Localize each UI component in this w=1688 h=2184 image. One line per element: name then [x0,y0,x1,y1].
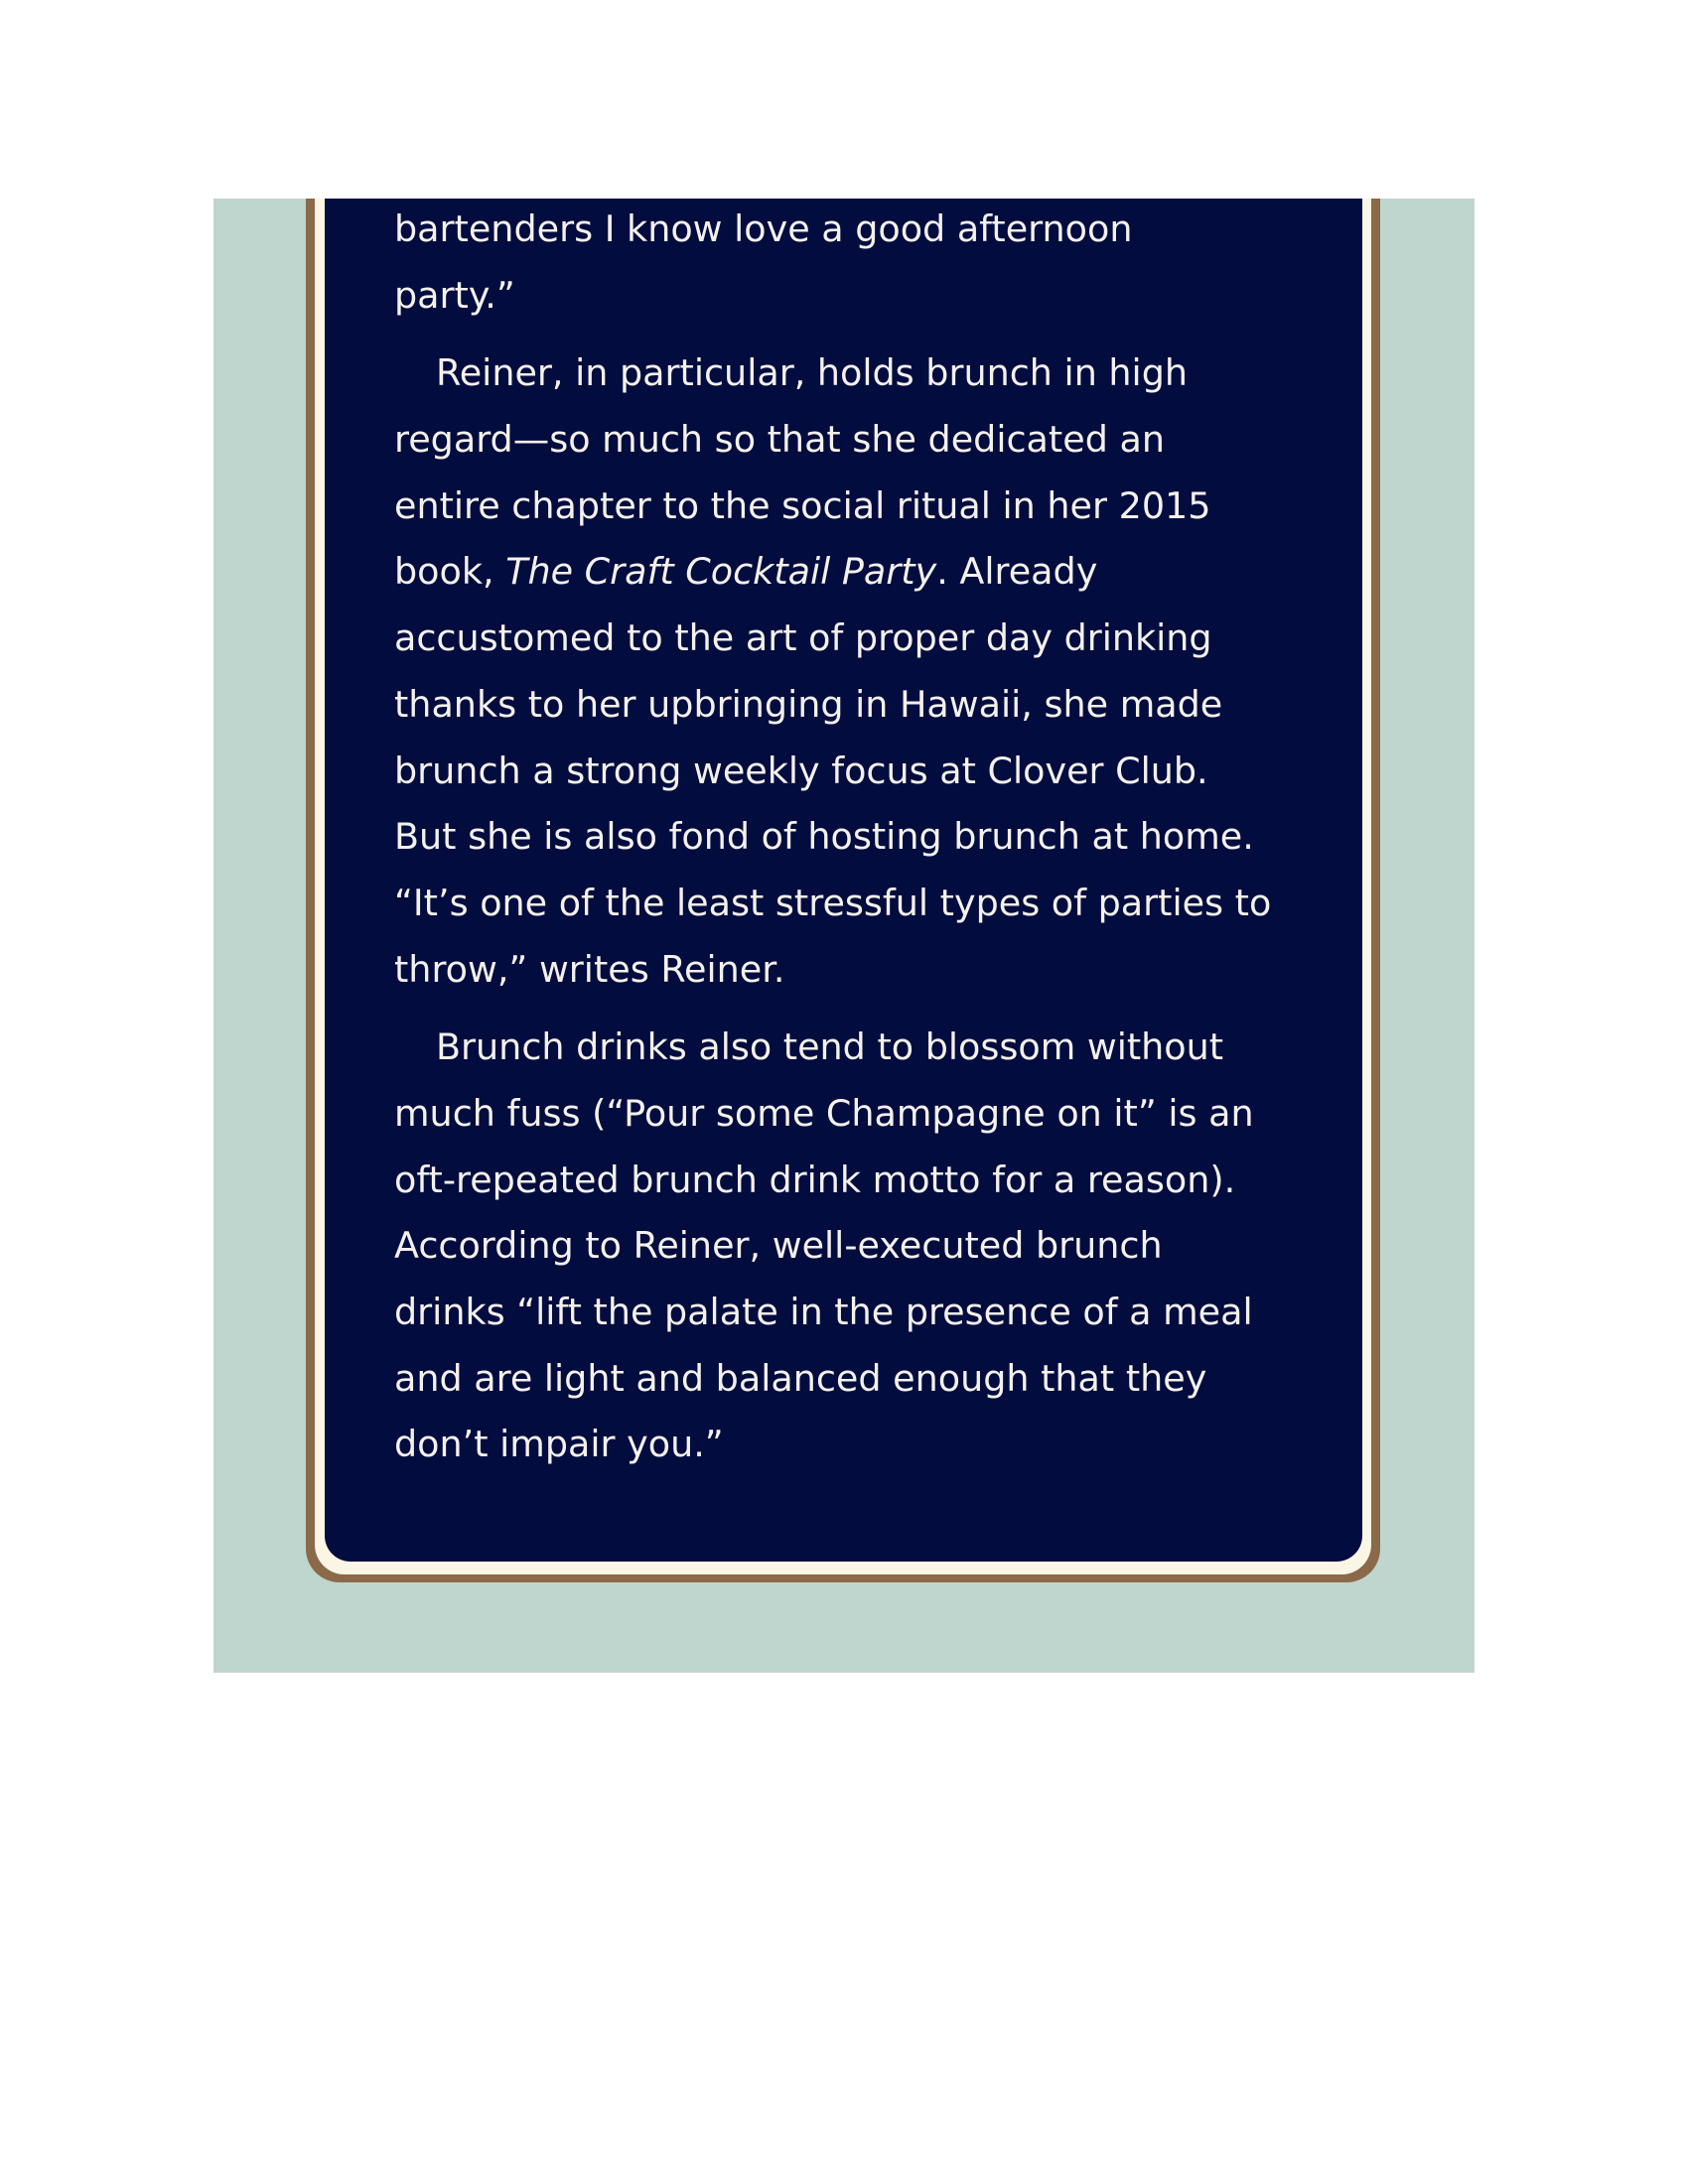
text-line: brunch a strong weekly focus at Clover Club. [394,749,1208,792]
text-fragment: . Already [936,550,1098,594]
paragraph-1 [394,197,1318,329]
paragraph-3 [394,1015,1318,1478]
text-line: Brunch drinks also tend to blossom without [436,1025,1224,1069]
text-line: and are light and balanced enough that they [394,1356,1207,1400]
book-title: The Craft Cocktail Party [505,550,937,594]
text-line: Reiner, in particular, holds brunch in high [436,351,1189,395]
text-line: “It’s one of the least stressful types of parties to [394,881,1272,924]
text-line: But she is also fond of hosting brunch at home. [394,815,1254,859]
paragraph-2 [394,341,1318,1003]
text-line: throw,” writes Reiner. [394,947,785,991]
sidebar-text [394,197,1318,1478]
text-line: accustomed to the art of proper day drinking [394,616,1212,660]
text-line: bartenders I know love a good afternoon [394,207,1133,250]
text-line: don’t impair you.” [394,1423,724,1466]
text-line: entire chapter to the social ritual in her 2015 [394,483,1211,527]
text-line: thanks to her upbringing in Hawaii, she made [394,682,1223,726]
text-line: regard—so much so that she dedicated an [394,418,1165,462]
text-line-with-book-title [394,539,1318,606]
text-line: much fuss (“Pour some Champagne on it” is an [394,1091,1254,1135]
text-line: party.” [394,273,515,317]
text-line: oft-repeated brunch drink motto for a reason). [394,1158,1236,1201]
text-line: drinks “lift the palate in the presence of a meal [394,1291,1253,1333]
text-line: According to Reiner, well-executed brunch [394,1224,1163,1268]
text-fragment: book, [394,550,506,594]
